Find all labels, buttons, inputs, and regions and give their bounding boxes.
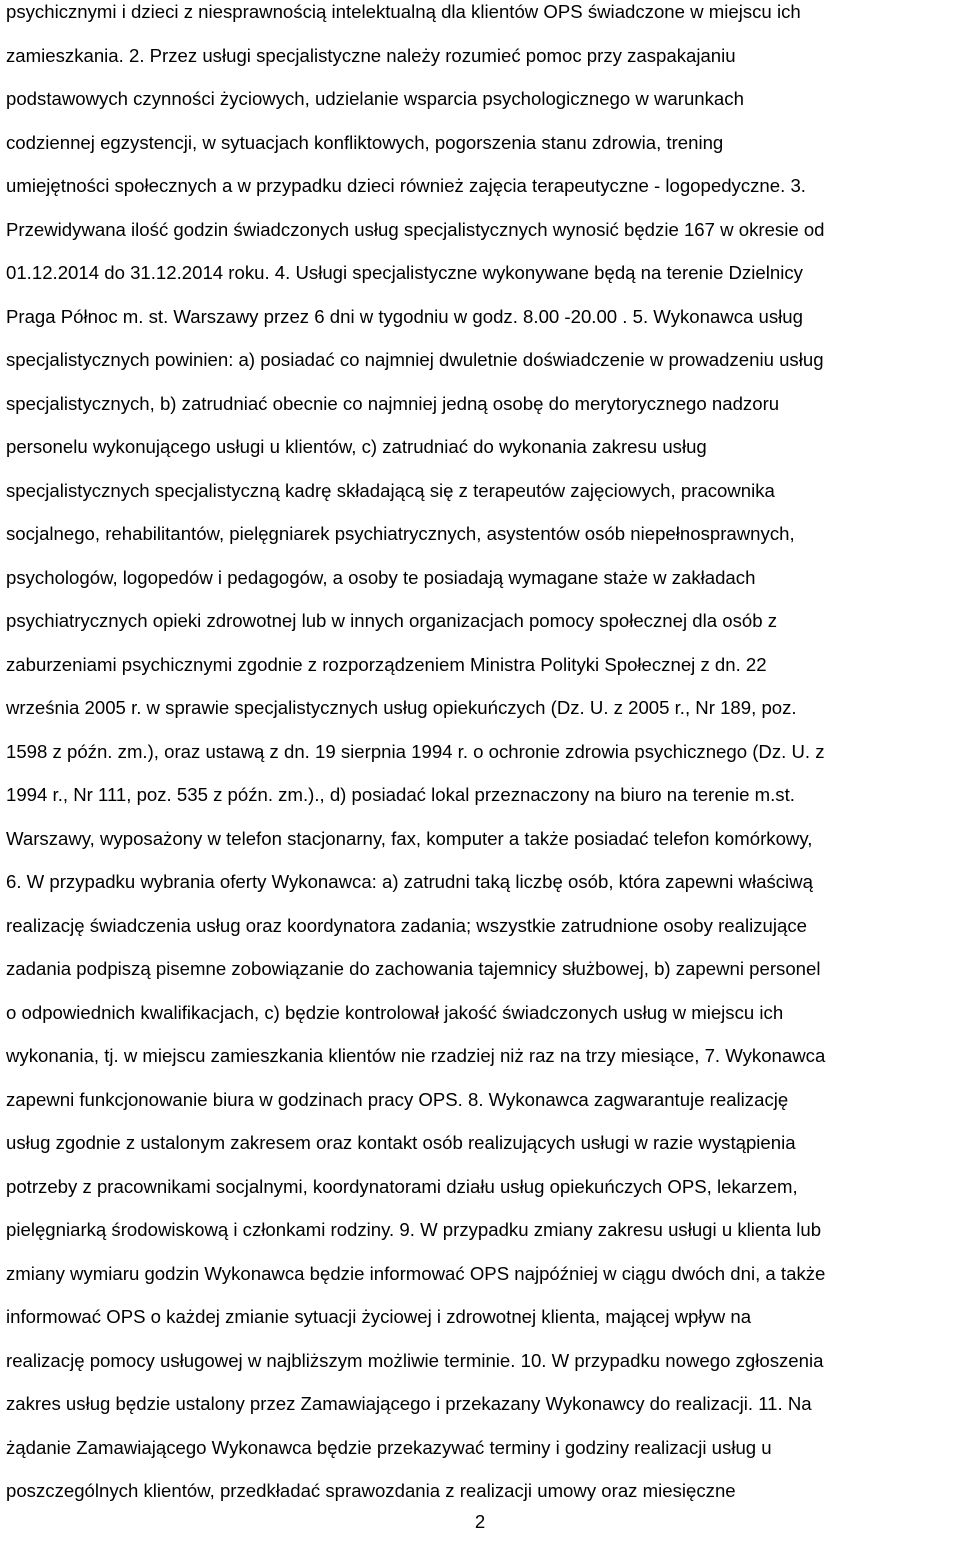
- text-line: codziennej egzystencji, w sytuacjach konfliktowych, pogorszenia stanu zdrowia, trening: [6, 131, 724, 153]
- text-line: potrzeby z pracownikami socjalnymi, koordynatorami działu usług opiekuńczych OPS, lekarzem,: [6, 1175, 798, 1197]
- text-line: umiejętności społecznych a w przypadku dzieci również zajęcia terapeutyczne - logopedyczne. 3.: [6, 175, 806, 196]
- text-line: realizację świadczenia usług oraz koordynatora zadania; wszystkie zatrudnione osoby realizujące: [6, 914, 807, 936]
- text-line: psychicznymi i dzieci z niesprawnością intelektualną dla klientów OPS świadczone w miejscu ich: [6, 1, 801, 22]
- text-line: Przewidywana ilość godzin świadczonych usług specjalistycznych wynosić będzie 167 w okresie od: [6, 218, 825, 240]
- text-line: usług zgodnie z ustalonym zakresem oraz kontakt osób realizujących usługi w razie wystąpienia: [6, 1132, 796, 1153]
- text-line: socjalnego, rehabilitantów, pielęgniarek psychiatrycznych, asystentów osób niepełnosprawnych,: [6, 523, 795, 544]
- text-line: informować OPS o każdej zmianie sytuacji życiowej i zdrowotnej klienta, mającej wpływ na: [6, 1306, 752, 1327]
- text-line: poszczególnych klientów, przedkładać sprawozdania z realizacji umowy oraz miesięczne: [6, 1480, 736, 1501]
- body-text: [6, 0, 958, 1513]
- text-line: zadania podpiszą pisemne zobowiązanie do zachowania tajemnicy służbowej, b) zapewni personel: [6, 958, 821, 979]
- text-line: zapewni funkcjonowanie biura w godzinach pracy OPS. 8. Wykonawca zagwarantuje realizację: [6, 1088, 789, 1110]
- text-line: 6. W przypadku wybrania oferty Wykonawca: a) zatrudni taką liczbę osób, która zapewni właściwą: [6, 871, 813, 892]
- text-line: realizację pomocy usługowej w najbliższym możliwie terminie. 10. W przypadku nowego zgłoszenia: [6, 1349, 824, 1371]
- text-line: zamieszkania. 2. Przez usługi specjalistyczne należy rozumieć pomoc przy zaspakajaniu: [6, 44, 736, 66]
- page-number: 2: [474, 1511, 486, 1532]
- text-line: 1994 r., Nr 111, poz. 535 z późn. zm.)., d) posiadać lokal przeznaczony na biuro na terenie m.st.: [6, 784, 795, 805]
- text-line: pielęgniarką środowiskową i członkami rodziny. 9. W przypadku zmiany zakresu usługi u klienta lub: [6, 1219, 822, 1240]
- text-line: psychologów, logopedów i pedagogów, a osoby te posiadają wymagane staże w zakładach: [6, 566, 756, 588]
- text-line: specjalistycznych, b) zatrudniać obecnie co najmniej jedną osobę do merytorycznego nadzoru: [6, 392, 780, 414]
- text-line: specjalistycznych powinien: a) posiadać co najmniej dwuletnie doświadczenie w prowadzeniu usług: [6, 349, 824, 370]
- text-line: specjalistycznych specjalistyczną kadrę składającą się z terapeutów zajęciowych, pracownika: [6, 479, 775, 501]
- text-line: personelu wykonującego usługi u klientów, c) zatrudniać do wykonania zakresu usług: [6, 436, 707, 457]
- text-line: żądanie Zamawiającego Wykonawca będzie przekazywać terminy i godziny realizacji usług u: [6, 1436, 772, 1458]
- text-line: września 2005 r. w sprawie specjalistycznych usług opiekuńczych (Dz. U. z 2005 r., Nr 189, poz.: [6, 697, 797, 718]
- text-line: Praga Północ m. st. Warszawy przez 6 dni w tygodniu w godz. 8.00 -20.00 . 5. Wykonawca usług: [6, 305, 803, 327]
- text-line: zmiany wymiaru godzin Wykonawca będzie informować OPS najpóźniej w ciągu dwóch dni, a także: [6, 1262, 826, 1284]
- text-line: o odpowiednich kwalifikacjach, c) będzie kontrolował jakość świadczonych usług w miejscu ich: [6, 1001, 784, 1023]
- text-line: zakres usług będzie ustalony przez Zamawiającego i przekazany Wykonawcy do realizacji. 11. Na: [6, 1393, 812, 1414]
- text-line: podstawowych czynności życiowych, udzielanie wsparcia psychologicznego w warunkach: [6, 88, 744, 109]
- text-line: wykonania, tj. w miejscu zamieszkania klientów nie rzadziej niż raz na trzy miesiące, 7. Wykonawca: [6, 1045, 826, 1066]
- text-line: 1598 z późn. zm.), oraz ustawą z dn. 19 sierpnia 1994 r. o ochronie zdrowia psychicznego (Dz. U. z: [6, 740, 825, 762]
- text-line: Warszawy, wyposażony w telefon stacjonarny, fax, komputer a także posiadać telefon komórkowy,: [6, 827, 813, 849]
- text-line: psychiatrycznych opieki zdrowotnej lub w innych organizacjach pomocy społecznej dla osób z: [6, 610, 778, 631]
- text-line: zaburzeniami psychicznymi zgodnie z rozporządzeniem Ministra Polityki Społecznej z dn. 22: [6, 653, 767, 675]
- text-line: 01.12.2014 do 31.12.2014 roku. 4. Usługi specjalistyczne wykonywane będą na terenie Dzielnicy: [6, 262, 803, 283]
